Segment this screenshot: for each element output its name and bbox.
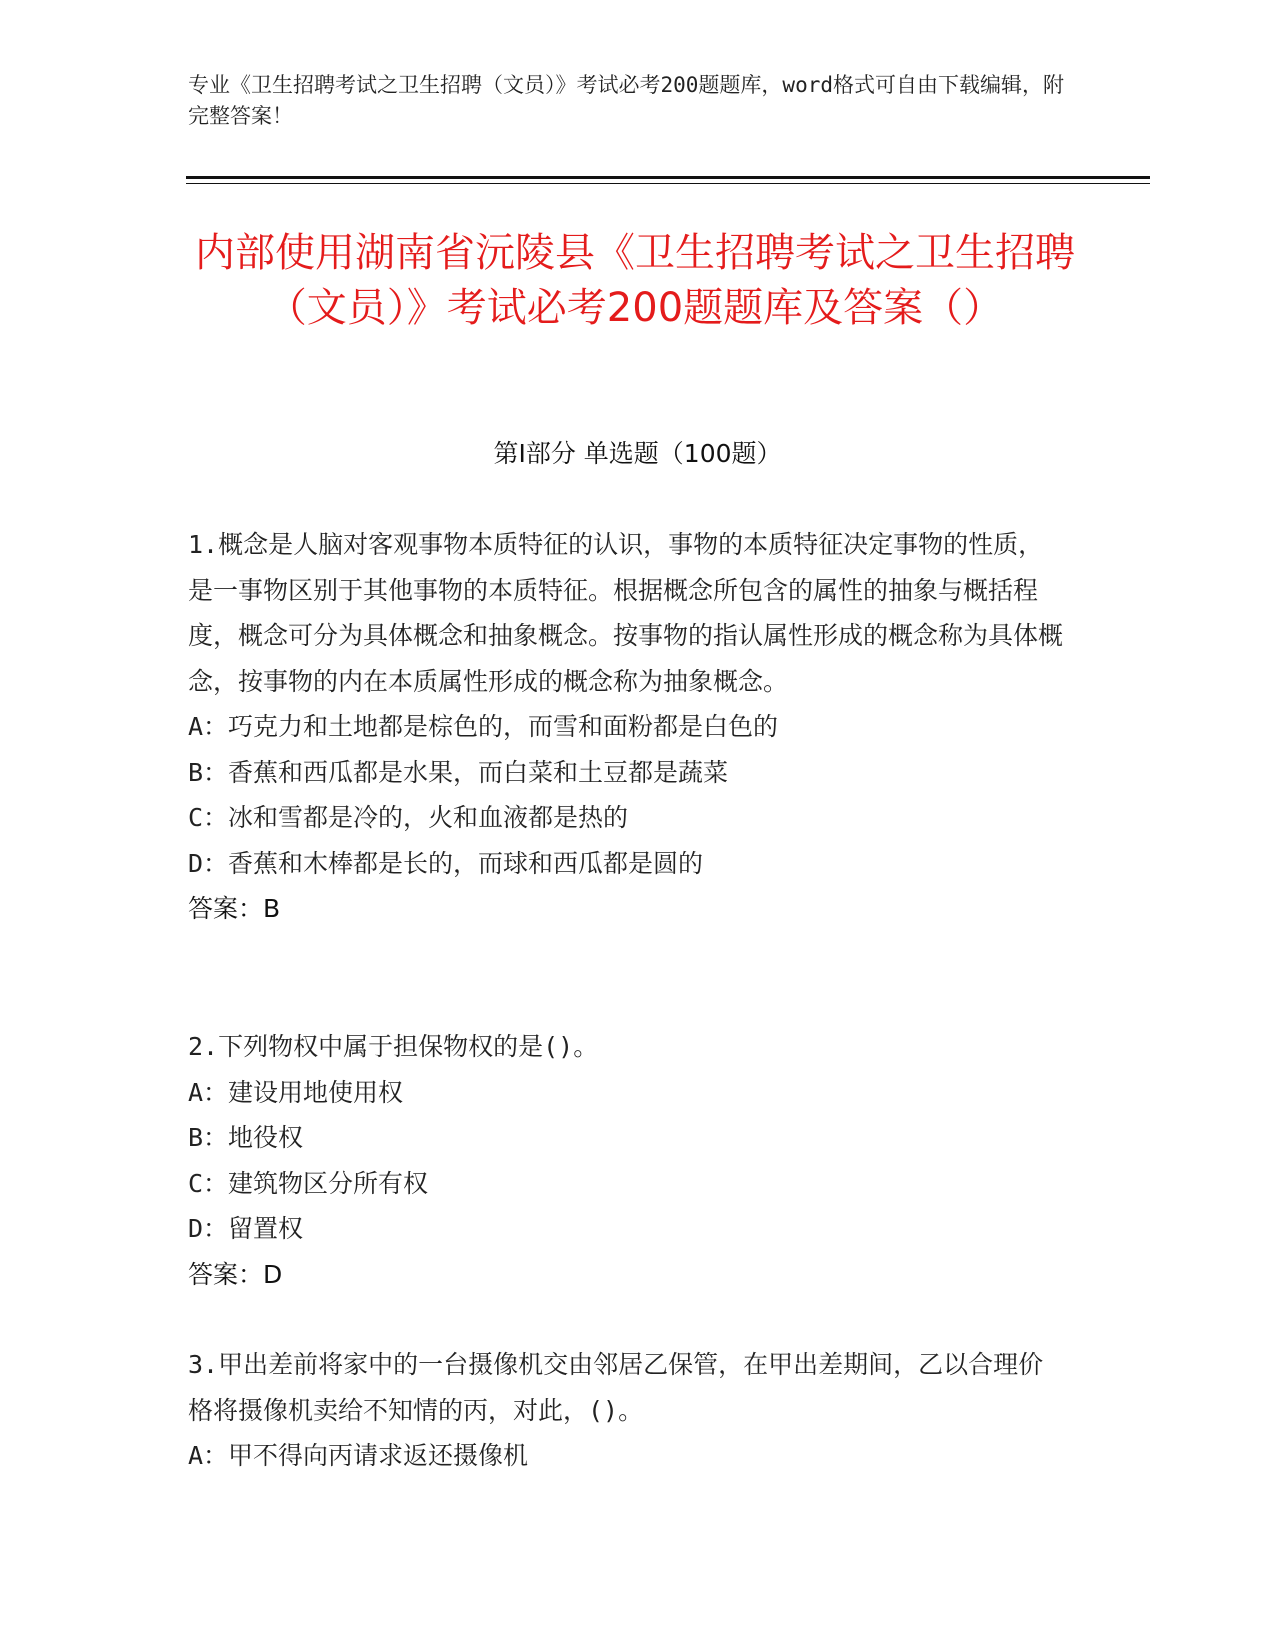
answer-line: 答案：B	[188, 894, 281, 923]
question-2	[188, 1024, 1068, 1297]
question-stem: 1.概念是人脑对客观事物本质特征的认识，事物的本质特征决定事物的性质，是一事物区别于其他事物的本质特征。根据概念所包含的属性的抽象与概括程度，概念可分为具体概念和抽象概念。按事物的指认属性形成的概念称为具体概念，按事物的内在本质属性形成的概念称为抽象概念。	[188, 530, 1064, 696]
option-d: D：香蕉和木棒都是长的，而球和西瓜都是圆的	[188, 848, 704, 878]
header-rule-thick	[186, 176, 1150, 179]
question-stem: 2.下列物权中属于担保物权的是()。	[188, 1032, 599, 1061]
option-b: B：香蕉和西瓜都是水果，而白菜和土豆都是蔬菜	[188, 757, 729, 787]
section-heading: 第I部分 单选题（100题）	[493, 439, 782, 468]
option-c: C：冰和雪都是冷的，火和血液都是热的	[188, 803, 629, 832]
document-title: 内部使用湖南省沅陵县《卫生招聘考试之卫生招聘（文员）》考试必考200题题库及答案（）	[195, 230, 1075, 331]
question-3	[188, 1342, 1068, 1479]
header-note: 专业《卫生招聘考试之卫生招聘（文员）》考试必考200题题库，word格式可自由下载编辑，附完整答案！	[188, 73, 1064, 128]
option-d: D：留置权	[188, 1214, 304, 1243]
option-a: A：巧克力和土地都是棕色的，而雪和面粉都是白色的	[188, 712, 779, 741]
answer-line: 答案：D	[188, 1259, 283, 1289]
header-rule-thin	[186, 183, 1150, 184]
option-c: C：建筑物区分所有权	[188, 1168, 429, 1198]
question-1	[188, 522, 1068, 932]
option-a: A：甲不得向丙请求返还摄像机	[188, 1441, 529, 1470]
question-stem: 3.甲出差前将家中的一台摄像机交由邻居乙保管，在甲出差期间，乙以合理价格将摄像机卖给不知情的丙，对此，()。	[188, 1350, 1044, 1425]
option-b: B：地役权	[188, 1123, 304, 1152]
option-a: A：建设用地使用权	[188, 1077, 404, 1107]
